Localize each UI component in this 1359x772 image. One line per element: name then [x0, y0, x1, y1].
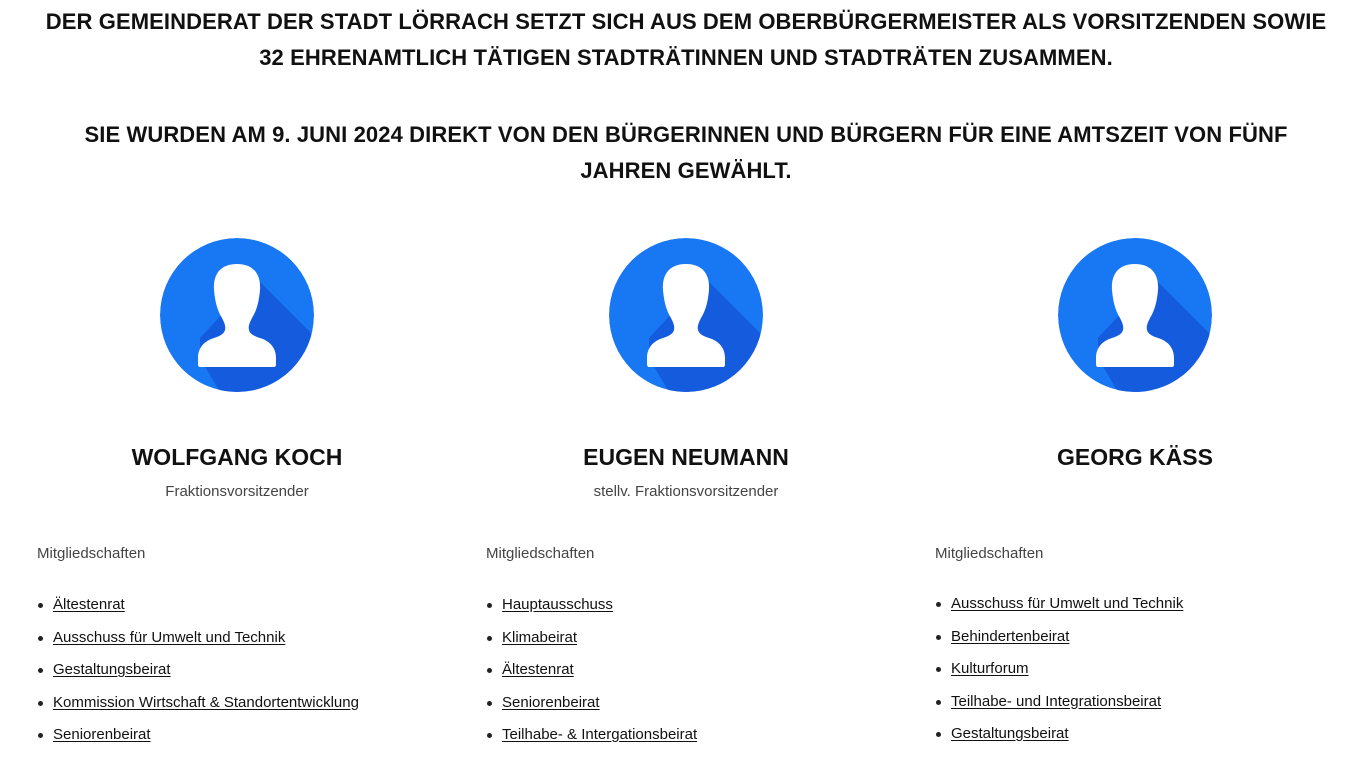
membership-link[interactable]: Seniorenbeirat	[53, 726, 151, 743]
list-item	[37, 594, 359, 627]
membership-link[interactable]: Teilhabe- und Integrationsbeirat	[951, 692, 1162, 710]
intro-text-election: SIE WURDEN AM 9. JUNI 2024 DIREKT VON DEN BÜRGERINNEN UND BÜRGERN FÜR EINE AMTSZEIT VON FÜNF JAHREN GEWÄHLT.	[84, 122, 1288, 183]
membership-link[interactable]: Ältestenrat	[53, 596, 125, 613]
member-card	[925, 238, 1345, 772]
list-item	[37, 627, 359, 660]
user-avatar-icon	[1058, 238, 1212, 392]
membership-link[interactable]: Gestaltungsbeirat	[53, 661, 171, 678]
memberships-label: Mitgliedschaften	[486, 545, 595, 562]
membership-link[interactable]: Teilhabe- & Intergationsbeirat	[502, 726, 698, 743]
membership-link[interactable]: Klimabeirat	[502, 628, 578, 646]
list-item	[486, 692, 697, 725]
list-item	[935, 658, 1183, 691]
intro-heading-composition	[0, 4, 1359, 76]
members-grid	[0, 238, 1359, 772]
list-item	[486, 594, 697, 627]
member-name: GEORG KÄSS	[1057, 444, 1213, 470]
membership-link[interactable]: Ältestenrat	[502, 661, 574, 678]
member-role: Fraktionsvorsitzender	[165, 483, 309, 500]
membership-link[interactable]: Gestaltungsbeirat	[951, 725, 1069, 742]
list-item	[486, 659, 697, 692]
membership-link[interactable]: Kulturforum	[951, 660, 1029, 677]
member-name: EUGEN NEUMANN	[583, 444, 789, 470]
list-item	[37, 692, 359, 725]
memberships-label: Mitgliedschaften	[935, 545, 1044, 562]
list-item	[935, 593, 1183, 626]
list-item	[935, 691, 1183, 724]
list-item	[935, 723, 1183, 756]
memberships-list	[37, 594, 359, 757]
memberships-list	[486, 594, 697, 757]
member-name: WOLFGANG KOCH	[131, 444, 343, 470]
list-item	[486, 627, 697, 660]
intro-heading-election	[0, 117, 1359, 189]
memberships-list	[935, 593, 1183, 756]
membership-link[interactable]: Kommission Wirtschaft & Standortentwicklung	[53, 693, 359, 711]
membership-link[interactable]: Hauptausschuss	[502, 596, 613, 613]
list-item	[935, 626, 1183, 659]
member-card	[476, 238, 896, 772]
member-role: stellv. Fraktionsvorsitzender	[593, 483, 779, 500]
list-item	[37, 724, 359, 757]
memberships-label: Mitgliedschaften	[37, 545, 146, 562]
user-avatar-icon	[609, 238, 763, 392]
user-avatar-icon	[160, 238, 314, 392]
list-item	[486, 724, 697, 757]
intro-text-composition: DER GEMEINDERAT DER STADT LÖRRACH SETZT SICH AUS DEM OBERBÜRGERMEISTER ALS VORSITZENDEN SOWIE 32 EHRENAMTLICH TÄTIGEN STADTRÄTINNEN UND STADTRÄTEN ZUSAMMEN.	[45, 9, 1327, 70]
membership-link[interactable]: Ausschuss für Umwelt und Technik	[53, 628, 286, 646]
member-card	[27, 238, 447, 772]
list-item	[37, 659, 359, 692]
membership-link[interactable]: Seniorenbeirat	[502, 693, 600, 711]
membership-link[interactable]: Ausschuss für Umwelt und Technik	[951, 595, 1184, 612]
membership-link[interactable]: Behindertenbeirat	[951, 627, 1070, 645]
